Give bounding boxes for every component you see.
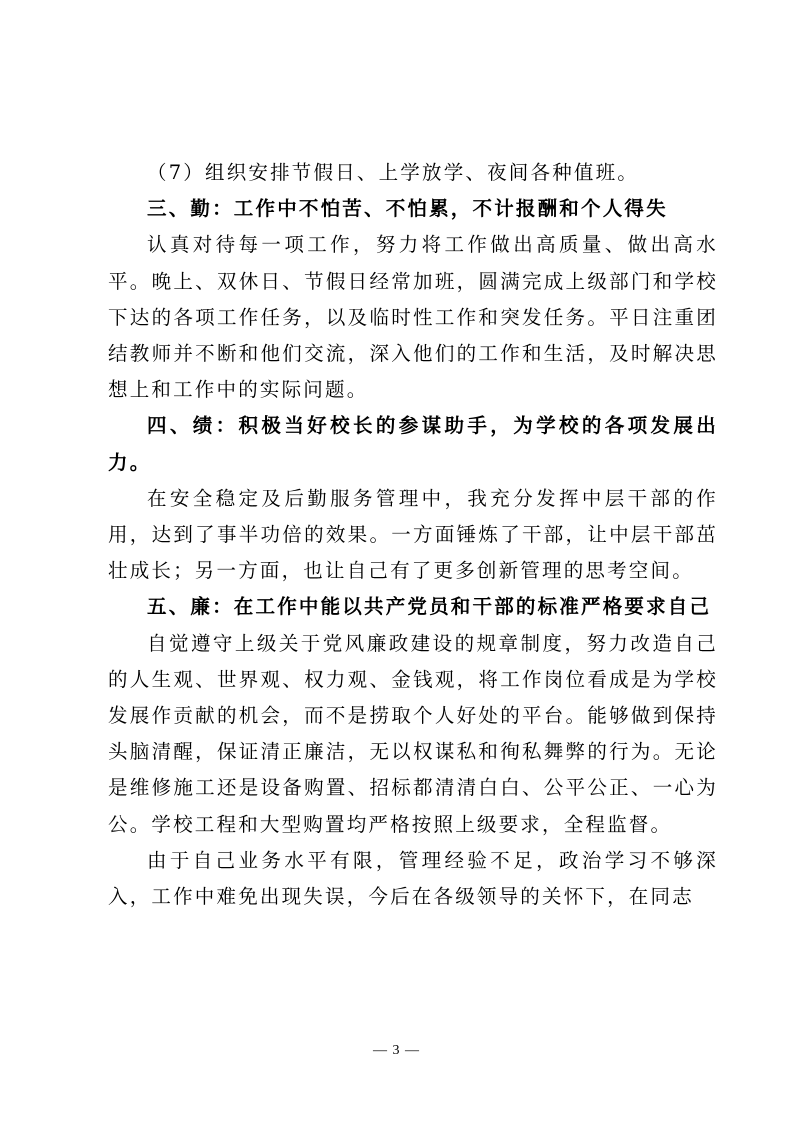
heading-diligence: 三、勤：工作中不怕苦、不怕累，不计报酬和个人得失	[147, 197, 668, 221]
paragraph-integrity: 自觉遵守上级关于党风廉政建设的规章制度，努力改造自己的人生观、世界观、权力观、金钱观，将工作岗位看成是为学校发展作贡献的机会，而不是捞取个人好处的平台。能够做到保持头脑清醒，保证清正廉洁，无以权谋私和徇私舞弊的行为。无论是维修施工还是设备购置、招标都清清白白、公平公正、一心为公。学校工程和大型购置均严格按照上级要求，全程监督。	[108, 631, 718, 836]
heading-integrity: 五、廉：在工作中能以共产党员和干部的标准严格要求自己	[147, 595, 712, 619]
paragraph-achievement: 在安全稳定及后勤服务管理中，我充分发挥中层干部的作用，达到了事半功倍的效果。一方面锤炼了干部，让中层干部茁壮成长；另一方面，也让自己有了更多创新管理的思考空间。	[108, 486, 718, 583]
page-number: — 3 —	[373, 1043, 420, 1058]
heading-achievement: 四、绩：积极当好校长的参谋助手，为学校的各项发展出力。	[108, 414, 718, 474]
document-body	[108, 155, 718, 915]
paragraph-duty-list-item: （7）组织安排节假日、上学放学、夜间各种值班。	[147, 161, 640, 184]
paragraph-diligence: 认真对待每一项工作，努力将工作做出高质量、做出高水平。晚上、双休日、节假日经常加班，圆满完成上级部门和学校下达的各项工作任务，以及临时性工作和突发任务。平日注重团结教师并不断和他们交流，深入他们的工作和生活，及时解决思想上和工作中的实际问题。	[108, 233, 718, 402]
paragraph-shortcomings: 由于自己业务水平有限，管理经验不足，政治学习不够深入，工作中难免出现失误，今后在各级领导的关怀下，在同志	[108, 848, 718, 909]
